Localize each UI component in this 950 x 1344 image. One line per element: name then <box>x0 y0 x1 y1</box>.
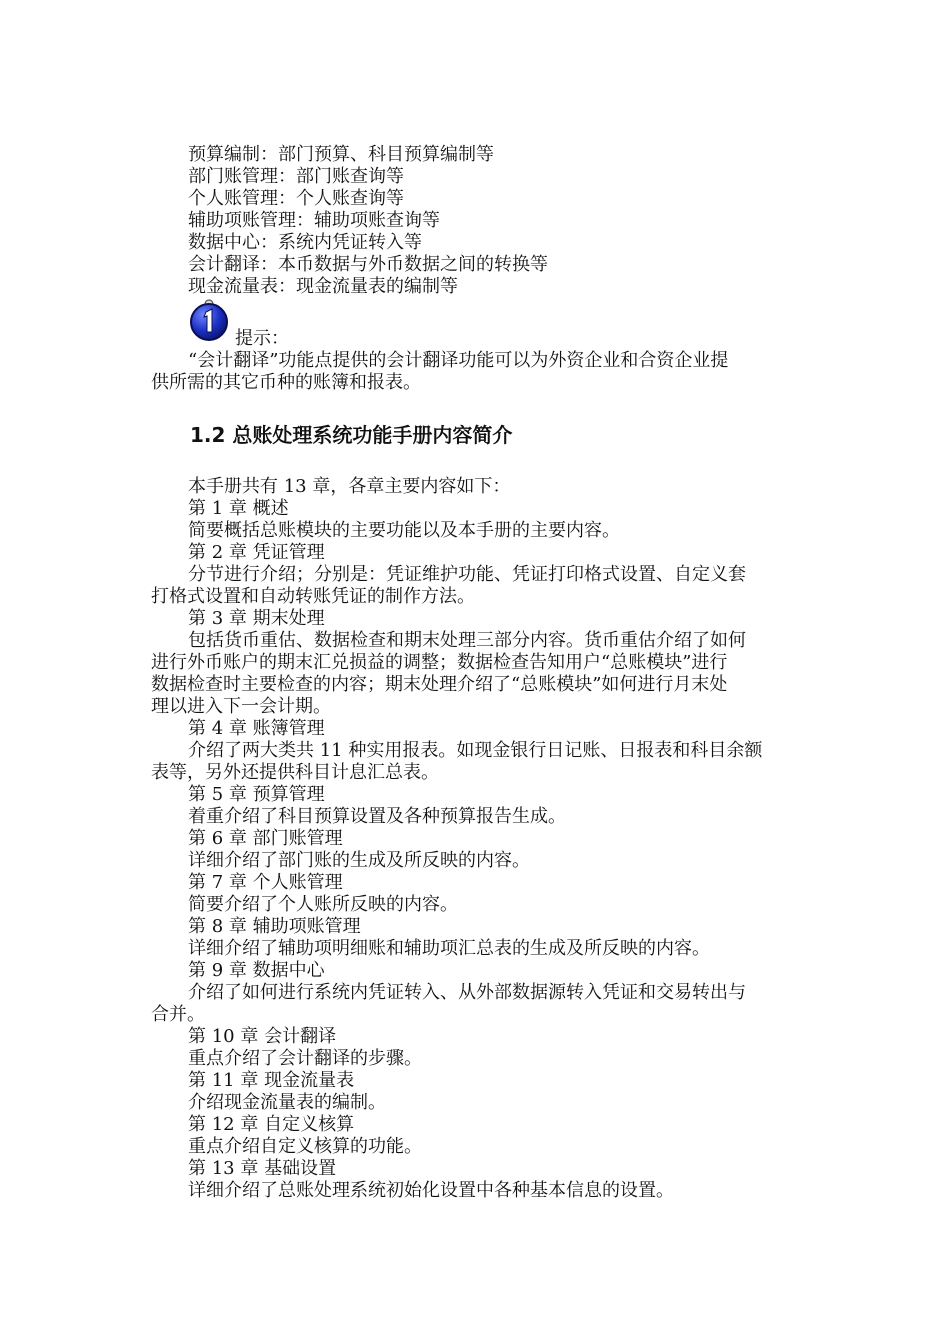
chapter-desc: 介绍了两大类共 11 种实用报表。如现金银行日记账、日报表和科目余额 <box>188 740 763 761</box>
intro-item-cashflow: 现金流量表：现金流量表的编制等 <box>188 276 458 297</box>
chapter-desc: 表等，另外还提供科目计息汇总表。 <box>151 762 439 783</box>
info-number-1-icon <box>187 296 231 342</box>
chapter-desc: 重点介绍了会计翻译的步骤。 <box>188 1048 422 1069</box>
tip-label: 提示： <box>235 328 289 349</box>
chapter-title: 第 6 章 部门账管理 <box>188 828 343 849</box>
intro-item-translation: 会计翻译：本币数据与外币数据之间的转换等 <box>188 254 548 275</box>
chapter-title: 第 8 章 辅助项账管理 <box>188 916 361 937</box>
chapter-desc: 详细介绍了部门账的生成及所反映的内容。 <box>188 850 530 871</box>
chapter-desc: 合并。 <box>151 1004 205 1025</box>
chapter-desc: 进行外币账户的期末汇兑损益的调整；数据检查告知用户“总账模块”进行 <box>151 652 728 673</box>
chapter-desc: 简要介绍了个人账所反映的内容。 <box>188 894 458 915</box>
chapter-desc: 打格式设置和自动转账凭证的制作方法。 <box>151 586 475 607</box>
chapter-title: 第 3 章 期末处理 <box>188 608 325 629</box>
chapter-desc: 详细介绍了辅助项明细账和辅助项汇总表的生成及所反映的内容。 <box>188 938 710 959</box>
chapter-title: 第 10 章 会计翻译 <box>188 1026 337 1047</box>
chapter-desc: 详细介绍了总账处理系统初始化设置中各种基本信息的设置。 <box>188 1180 674 1201</box>
chapter-title: 第 13 章 基础设置 <box>188 1158 337 1179</box>
chapter-title: 第 7 章 个人账管理 <box>188 872 343 893</box>
chapter-desc: 介绍现金流量表的编制。 <box>188 1092 386 1113</box>
tip-text-line-2: 供所需的其它币种的账簿和报表。 <box>151 372 421 393</box>
chapter-title: 第 11 章 现金流量表 <box>188 1070 355 1091</box>
intro-item-budget: 预算编制：部门预算、科目预算编制等 <box>188 144 494 165</box>
section-intro: 本手册共有 13 章，各章主要内容如下： <box>188 476 511 497</box>
chapter-title: 第 12 章 自定义核算 <box>188 1114 355 1135</box>
intro-item-dept-ledger: 部门账管理：部门账查询等 <box>188 166 404 187</box>
chapter-title: 第 2 章 凭证管理 <box>188 542 325 563</box>
chapter-title: 第 5 章 预算管理 <box>188 784 325 805</box>
chapter-desc: 介绍了如何进行系统内凭证转入、从外部数据源转入凭证和交易转出与 <box>188 982 746 1003</box>
intro-item-data-center: 数据中心：系统内凭证转入等 <box>188 232 422 253</box>
chapter-title: 第 9 章 数据中心 <box>188 960 325 981</box>
intro-item-aux-ledger: 辅助项账管理：辅助项账查询等 <box>188 210 440 231</box>
section-heading: 1.2 总账处理系统功能手册内容简介 <box>190 423 513 447</box>
chapter-desc: 重点介绍自定义核算的功能。 <box>188 1136 422 1157</box>
chapter-desc: 数据检查时主要检查的内容；期末处理介绍了“总账模块”如何进行月末处 <box>151 674 728 695</box>
chapter-title: 第 4 章 账簿管理 <box>188 718 325 739</box>
chapter-title: 第 1 章 概述 <box>188 498 289 519</box>
tip-text-line-1: “会计翻译”功能点提供的会计翻译功能可以为外资企业和合资企业提 <box>188 350 729 371</box>
chapter-desc: 分节进行介绍；分别是：凭证维护功能、凭证打印格式设置、自定义套 <box>188 564 746 585</box>
intro-item-personal-ledger: 个人账管理：个人账查询等 <box>188 188 404 209</box>
chapter-desc: 着重介绍了科目预算设置及各种预算报告生成。 <box>188 806 566 827</box>
chapter-desc: 包括货币重估、数据检查和期末处理三部分内容。货币重估介绍了如何 <box>188 630 746 651</box>
chapter-desc: 简要概括总账模块的主要功能以及本手册的主要内容。 <box>188 520 620 541</box>
chapter-desc: 理以进入下一会计期。 <box>151 696 331 717</box>
